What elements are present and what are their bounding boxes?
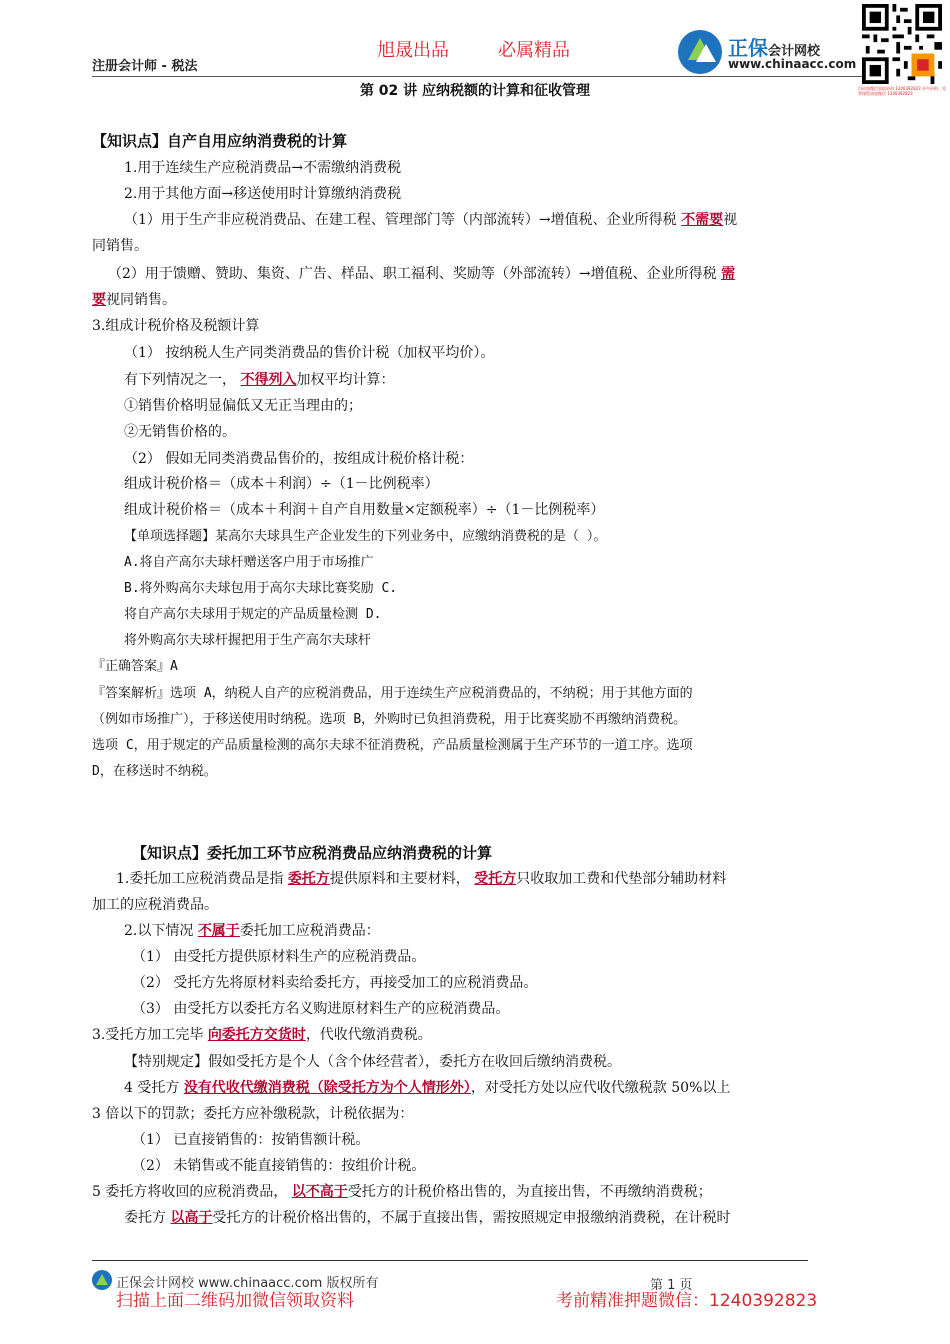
text-line: （2） 未销售或不能直接销售的：按组价计税。 — [132, 1158, 426, 1174]
header-slogan-1: 旭晟出品 — [377, 40, 449, 61]
text-line: （2） 假如无同类消费品售价的，按组成计税价格计税： — [124, 451, 474, 467]
explanation-line: 选项 C，用于规定的产品质量检测的高尔夫球不征消费税，产品质量检测属于生产环节的一道工序。选项 — [92, 738, 693, 753]
brand-logo — [678, 30, 858, 74]
logo-emblem-icon — [678, 30, 722, 74]
option-d: 将外购高尔夫球杆握把用于生产高尔夫球杆 — [124, 633, 372, 648]
text-line: （1） 由受托方提供原材料生产的应税消费品。 — [132, 949, 426, 965]
text-line: 同销售。 — [92, 238, 148, 254]
keyword: 需 — [721, 266, 736, 282]
text-line: （1）用于生产非应税消费品、在建工程、管理部门等（内部流转）→增值税、企业所得税 不需要视 — [124, 212, 738, 228]
text-line: 委托方 以高于受托方的计税价格出售的，不属于直接出售，需按照规定申报缴纳消费税，在计税时 — [124, 1210, 731, 1226]
text-line: ①销售价格明显偏低又无正当理由的； — [124, 398, 362, 414]
text-line: （2）用于馈赠、赞助、集资、广告、样品、职工福利、奖励等（外部流转）→增值税、企业所得税 需 — [108, 266, 736, 282]
keyword: 要 — [92, 292, 106, 308]
question-stem: 【单项选择题】某高尔夫球具生产企业发生的下列业务中，应缴纳消费税的是（ ）。 — [124, 529, 607, 544]
keyword: 不得列入 — [240, 372, 297, 388]
logo-url: www.chinaacc.com — [728, 57, 857, 71]
keyword: 不属于 — [197, 923, 240, 939]
text-line: （2） 受托方先将原材料卖给委托方，再接受加工的应税消费品。 — [132, 975, 538, 991]
text-line: （1） 已直接销售的：按销售额计税。 — [132, 1132, 370, 1148]
page-title: 第 02 讲 应纳税额的计算和征收管理 — [359, 83, 591, 99]
text-line: 3 倍以下的罚款；委托方应补缴税款，计税依据为： — [92, 1106, 414, 1122]
qr-caption: 扫码加微信领取资料 1240392823 更多资料、免费课程请加微信 1240392823 — [858, 86, 946, 96]
keyword: 以不高于 — [291, 1184, 348, 1200]
keyword: 委托方 — [287, 871, 330, 887]
footer-logo-icon — [92, 1270, 112, 1290]
explanation-line: 『答案解析』选项 A，纳税人自产的应税消费品，用于连续生产应税消费品的，不纳税；用于其他方面的 — [92, 686, 693, 701]
footer-copyright: 正保会计网校 www.chinaacc.com 版权所有 — [116, 1276, 379, 1291]
text-line: 2.以下情况 不属于委托加工应税消费品： — [124, 923, 380, 939]
keyword: 不需要 — [681, 212, 724, 228]
text-line: （3） 由受托方以委托方名义购进原材料生产的应税消费品。 — [132, 1001, 510, 1017]
qr-code-icon — [862, 4, 942, 84]
keyword: 向委托方交货时 — [207, 1027, 306, 1043]
header-divider — [92, 76, 862, 77]
formula-line: 组成计税价格＝（成本＋利润）÷（1－比例税率） — [124, 476, 439, 492]
explanation-line: D，在移送时不纳税。 — [92, 764, 217, 779]
keyword: 以高于 — [170, 1210, 213, 1226]
promo-left: 扫描上面二维码加微信领取资料 — [116, 1291, 354, 1311]
text-line: 加工的应税消费品。 — [92, 897, 218, 913]
option-a: A.将自产高尔夫球杆赠送客户用于市场推广 — [124, 555, 374, 570]
correct-answer: 『正确答案』A — [92, 659, 178, 674]
text-line: ②无销售价格的。 — [124, 424, 236, 440]
text-line: 5 委托方将收回的应税消费品， 以不高于受托方的计税价格出售的，为直接出售，不再缴纳消费税； — [92, 1184, 712, 1200]
formula-line: 组成计税价格＝（成本＋利润＋自产自用数量×定额税率）÷（1－比例税率） — [124, 502, 605, 518]
text-line: 3.受托方加工完毕 向委托方交货时，代收代缴消费税。 — [92, 1027, 432, 1043]
text-line: 4 受托方 没有代收代缴消费税（除受托方为个人情形外），对受托方处以应代收代缴税款 50%以上 — [124, 1080, 731, 1096]
keyword: 受托方 — [474, 871, 517, 887]
course-label: 注册会计师 - 税法 — [92, 59, 198, 74]
keyword: 没有代收代缴消费税（除受托方为个人情形外） — [183, 1080, 471, 1096]
section-heading: 【知识点】自产自用应纳消费税的计算 — [92, 132, 348, 150]
text-line: 1.委托加工应税消费品是指 委托方提供原料和主要材料， 受托方只收取加工费和代垫部分辅助材料 — [116, 871, 727, 887]
text-line: 1.用于连续生产应税消费品→不需缴纳消费税 — [124, 160, 402, 176]
footer-divider — [92, 1260, 808, 1261]
page-number: 第 1 页 — [650, 1278, 693, 1293]
section-heading: 【知识点】委托加工环节应税消费品应纳消费税的计算 — [132, 844, 493, 862]
option-c: 将自产高尔夫球用于规定的产品质量检测 D. — [124, 607, 382, 622]
text-line: 【特别规定】假如受托方是个人（含个体经营者），委托方在收回后缴纳消费税。 — [124, 1054, 621, 1070]
logo-name: 正保会计网校 — [728, 36, 821, 60]
text-line: 2.用于其他方面→移送使用时计算缴纳消费税 — [124, 186, 402, 202]
text-line: 3.组成计税价格及税额计算 — [92, 318, 260, 334]
promo-right: 考前精准押题微信：1240392823 — [556, 1291, 818, 1311]
explanation-line: （例如市场推广），于移送使用时纳税。选项 B，外购时已负担消费税，用于比赛奖励不再缴纳消费税。 — [92, 712, 687, 727]
text-line: 要视同销售。 — [92, 292, 176, 308]
header-slogan-2: 必属精品 — [498, 40, 570, 61]
text-line: 有下列情况之一， 不得列入加权平均计算： — [124, 372, 395, 388]
text-line: （1） 按纳税人生产同类消费品的售价计税（加权平均价）。 — [124, 345, 495, 361]
option-b: B.将外购高尔夫球包用于高尔夫球比赛奖励 C. — [124, 581, 398, 596]
